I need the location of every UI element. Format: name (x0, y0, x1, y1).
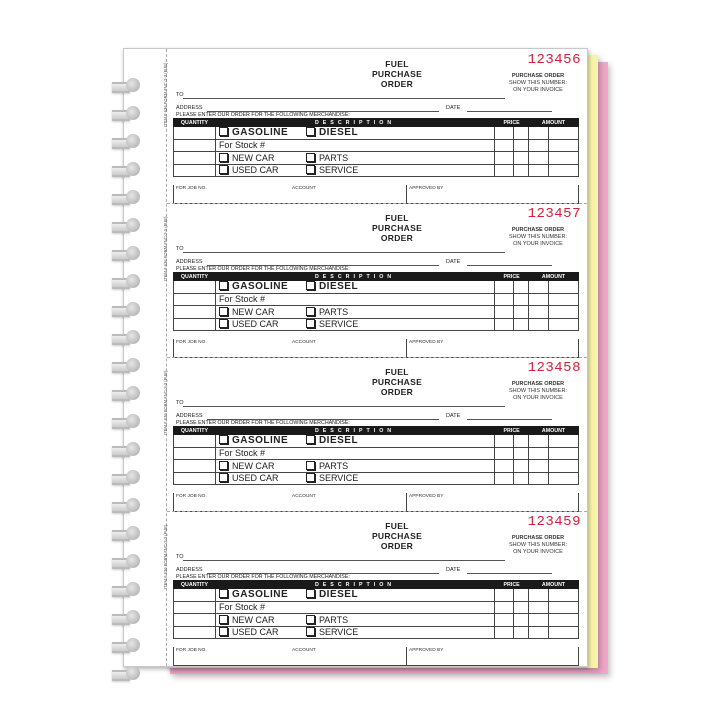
amount-cell[interactable] (529, 601, 549, 614)
spiral-coil-icon (112, 413, 142, 431)
quantity-cell[interactable] (174, 626, 216, 639)
amount-cell[interactable] (529, 293, 549, 306)
category-cell (215, 164, 494, 177)
checkbox-icon (306, 435, 315, 444)
job-number-field[interactable]: FOR JOB NO. (176, 494, 207, 499)
order-table (173, 272, 579, 331)
po-hint: PURCHASE ORDER SHOW THIS NUMBER: ON YOUR INVOICE (509, 535, 567, 555)
spiral-coil-icon (112, 497, 142, 515)
amount-cell[interactable] (529, 127, 549, 140)
amount-cell[interactable] (529, 281, 549, 294)
spiral-coil-icon (112, 525, 142, 543)
col-quantity: QUANTITY (174, 119, 216, 127)
checkbox-icon (219, 319, 228, 328)
spiral-coil-icon (112, 665, 142, 683)
amount-cell[interactable] (529, 139, 549, 152)
quantity-cell[interactable] (174, 614, 216, 627)
fuel-type-cell (215, 435, 494, 448)
amount-cell[interactable] (529, 164, 549, 177)
col-quantity: QUANTITY (174, 427, 216, 435)
price-cents-cell[interactable] (514, 472, 529, 485)
stock-number-cell[interactable]: For Stock # (215, 601, 494, 614)
price-cents-cell[interactable] (514, 152, 529, 165)
price-cell[interactable] (495, 164, 514, 177)
new-car-checkbox[interactable]: NEW CAR (219, 615, 275, 625)
diesel-checkbox[interactable]: DIESEL (306, 281, 358, 292)
gasoline-checkbox[interactable]: GASOLINE (219, 127, 288, 138)
to-label: TO (176, 554, 184, 560)
price-cents-cell[interactable] (514, 293, 529, 306)
tear-perforation[interactable] (167, 511, 587, 512)
price-cell[interactable] (495, 460, 514, 473)
service-checkbox[interactable]: SERVICE (306, 627, 358, 637)
order-book-page (123, 48, 588, 667)
category-cell (215, 626, 494, 639)
approved-by-field[interactable]: APPROVED BY (409, 340, 444, 345)
price-cell[interactable] (495, 447, 514, 460)
price-cell[interactable] (495, 152, 514, 165)
parts-checkbox[interactable]: PARTS (306, 153, 348, 163)
instructions: PLEASE ENTER OUR ORDER FOR THE FOLLOWING MERCHANDISE: (176, 574, 350, 580)
checkbox-icon (219, 473, 228, 482)
table-row (174, 447, 579, 460)
form-title: FUEL PURCHASE ORDER (371, 521, 423, 551)
footer-fields (173, 647, 579, 666)
checkbox-icon (306, 627, 315, 636)
date-field[interactable] (467, 111, 552, 112)
address-label: ADDRESS (176, 259, 203, 265)
col-amount: AMOUNT (529, 581, 579, 589)
col-amount: AMOUNT (529, 119, 579, 127)
divider (406, 185, 407, 203)
form-code: ITEM # 636 FORM #NC-2-3 (FUE) (163, 524, 168, 589)
new-car-checkbox[interactable]: NEW CAR (219, 461, 275, 471)
amount-cell[interactable] (529, 152, 549, 165)
price-cell[interactable] (495, 318, 514, 331)
form-code: ITEM # 636 FORM #NC-2-3 (FUE) (163, 216, 168, 281)
date-field[interactable] (467, 265, 552, 266)
parts-checkbox[interactable]: PARTS (306, 461, 348, 471)
quantity-cell[interactable] (174, 460, 216, 473)
to-label: TO (176, 400, 184, 406)
amount-cell[interactable] (529, 472, 549, 485)
tear-perforation[interactable] (167, 203, 587, 204)
purchase-order-form (163, 357, 587, 511)
used-car-checkbox[interactable]: USED CAR (219, 627, 279, 637)
amount-cents-cell[interactable] (549, 127, 579, 140)
category-cell (215, 152, 494, 165)
approved-by-field[interactable]: APPROVED BY (409, 494, 444, 499)
to-field[interactable] (183, 98, 505, 99)
amount-cents-cell[interactable] (549, 293, 579, 306)
col-price: PRICE (495, 273, 529, 281)
spiral-coil-icon (112, 637, 142, 655)
checkbox-icon (306, 281, 315, 290)
quantity-cell[interactable] (174, 152, 216, 165)
order-table (173, 426, 579, 485)
gasoline-checkbox[interactable]: GASOLINE (219, 435, 288, 446)
amount-cents-cell[interactable] (549, 281, 579, 294)
parts-checkbox[interactable]: PARTS (306, 307, 348, 317)
amount-cents-cell[interactable] (549, 306, 579, 319)
table-row (174, 164, 579, 177)
amount-cents-cell[interactable] (549, 152, 579, 165)
order-table (173, 580, 579, 639)
used-car-checkbox[interactable]: USED CAR (219, 319, 279, 329)
account-field[interactable]: ACCOUNT (292, 648, 316, 653)
gasoline-checkbox[interactable]: GASOLINE (219, 589, 288, 600)
table-row (174, 306, 579, 319)
amount-cell[interactable] (529, 626, 549, 639)
quantity-cell[interactable] (174, 127, 216, 140)
table-row (174, 139, 579, 152)
job-number-field[interactable]: FOR JOB NO. (176, 340, 207, 345)
new-car-checkbox[interactable]: NEW CAR (219, 153, 275, 163)
instructions: PLEASE ENTER OUR ORDER FOR THE FOLLOWING MERCHANDISE: (176, 112, 350, 118)
checkbox-icon (219, 615, 228, 624)
price-cents-cell[interactable] (514, 435, 529, 448)
col-quantity: QUANTITY (174, 273, 216, 281)
table-row (174, 152, 579, 165)
table-row (174, 460, 579, 473)
checkbox-icon (219, 127, 228, 136)
date-label: DATE (446, 567, 461, 573)
col-quantity: QUANTITY (174, 581, 216, 589)
amount-cents-cell[interactable] (549, 447, 579, 460)
form-title: FUEL PURCHASE ORDER (371, 59, 423, 89)
spiral-coil-icon (112, 581, 142, 599)
used-car-checkbox[interactable]: USED CAR (219, 165, 279, 175)
price-cell[interactable] (495, 127, 514, 140)
spiral-coil-icon (112, 609, 142, 627)
price-cents-cell[interactable] (514, 589, 529, 602)
job-number-field[interactable]: FOR JOB NO. (176, 186, 207, 191)
spiral-coil-icon (112, 77, 142, 95)
price-cell[interactable] (495, 601, 514, 614)
job-number-field[interactable]: FOR JOB NO. (176, 648, 207, 653)
price-cell[interactable] (495, 472, 514, 485)
col-description: DESCRIPTION (215, 427, 494, 435)
stock-number-cell[interactable]: For Stock # (215, 293, 494, 306)
quantity-cell[interactable] (174, 472, 216, 485)
price-cell[interactable] (495, 614, 514, 627)
table-row (174, 318, 579, 331)
amount-cents-cell[interactable] (549, 614, 579, 627)
amount-cents-cell[interactable] (549, 164, 579, 177)
col-description: DESCRIPTION (215, 581, 494, 589)
approved-by-field[interactable]: APPROVED BY (409, 186, 444, 191)
price-cell[interactable] (495, 293, 514, 306)
form-code: ITEM # 636 FORM #NC-2-3 (FUE) (163, 62, 168, 127)
parts-checkbox[interactable]: PARTS (306, 615, 348, 625)
fuel-type-cell (215, 589, 494, 602)
po-number: 123457 (527, 206, 581, 222)
account-field[interactable]: ACCOUNT (292, 340, 316, 345)
to-field[interactable] (183, 406, 505, 407)
stock-number-cell[interactable]: For Stock # (215, 447, 494, 460)
amount-cents-cell[interactable] (549, 626, 579, 639)
new-car-checkbox[interactable]: NEW CAR (219, 307, 275, 317)
service-checkbox[interactable]: SERVICE (306, 165, 358, 175)
table-row (174, 127, 579, 140)
to-label: TO (176, 92, 184, 98)
category-cell (215, 318, 494, 331)
po-number: 123458 (527, 360, 581, 376)
quantity-cell[interactable] (174, 447, 216, 460)
category-cell (215, 460, 494, 473)
spiral-coil-icon (112, 245, 142, 263)
amount-cell[interactable] (529, 306, 549, 319)
table-row (174, 614, 579, 627)
checkbox-icon (219, 435, 228, 444)
date-field[interactable] (467, 419, 552, 420)
table-row (174, 293, 579, 306)
price-cell[interactable] (495, 139, 514, 152)
diesel-checkbox[interactable]: DIESEL (306, 127, 358, 138)
service-checkbox[interactable]: SERVICE (306, 473, 358, 483)
amount-cents-cell[interactable] (549, 435, 579, 448)
price-cell[interactable] (495, 306, 514, 319)
checkbox-icon (306, 127, 315, 136)
col-amount: AMOUNT (529, 427, 579, 435)
form-title: FUEL PURCHASE ORDER (371, 367, 423, 397)
amount-cents-cell[interactable] (549, 589, 579, 602)
approved-by-field[interactable]: APPROVED BY (409, 648, 444, 653)
to-label: TO (176, 246, 184, 252)
po-hint: PURCHASE ORDER SHOW THIS NUMBER: ON YOUR INVOICE (509, 73, 567, 93)
date-label: DATE (446, 413, 461, 419)
checkbox-icon (219, 165, 228, 174)
quantity-cell[interactable] (174, 281, 216, 294)
instructions: PLEASE ENTER OUR ORDER FOR THE FOLLOWING MERCHANDISE: (176, 420, 350, 426)
amount-cell[interactable] (529, 318, 549, 331)
price-cents-cell[interactable] (514, 601, 529, 614)
stock-number-cell[interactable]: For Stock # (215, 139, 494, 152)
col-price: PRICE (495, 427, 529, 435)
quantity-cell[interactable] (174, 306, 216, 319)
spiral-coil-icon (112, 161, 142, 179)
col-price: PRICE (495, 119, 529, 127)
col-price: PRICE (495, 581, 529, 589)
purchase-order-form (163, 49, 587, 203)
date-label: DATE (446, 259, 461, 265)
price-cents-cell[interactable] (514, 139, 529, 152)
amount-cell[interactable] (529, 614, 549, 627)
checkbox-icon (219, 153, 228, 162)
price-cents-cell[interactable] (514, 318, 529, 331)
checkbox-icon (219, 627, 228, 636)
spiral-coil-icon (112, 189, 142, 207)
footer-fields (173, 185, 579, 204)
checkbox-icon (219, 589, 228, 598)
quantity-cell[interactable] (174, 589, 216, 602)
spiral-coil-icon (112, 553, 142, 571)
checkbox-icon (306, 165, 315, 174)
table-row (174, 472, 579, 485)
col-amount: AMOUNT (529, 273, 579, 281)
spiral-coil-icon (112, 105, 142, 123)
footer-fields (173, 339, 579, 358)
date-label: DATE (446, 105, 461, 111)
spiral-coil-icon (112, 217, 142, 235)
spiral-coil-icon (112, 329, 142, 347)
amount-cell[interactable] (529, 460, 549, 473)
purchase-order-form (163, 203, 587, 357)
date-field[interactable] (467, 573, 552, 574)
checkbox-icon (219, 307, 228, 316)
checkbox-icon (306, 589, 315, 598)
checkbox-icon (306, 307, 315, 316)
amount-cents-cell[interactable] (549, 601, 579, 614)
table-row (174, 626, 579, 639)
price-cents-cell[interactable] (514, 626, 529, 639)
address-label: ADDRESS (176, 413, 203, 419)
checkbox-icon (306, 461, 315, 470)
quantity-cell[interactable] (174, 318, 216, 331)
quantity-cell[interactable] (174, 164, 216, 177)
instructions: PLEASE ENTER OUR ORDER FOR THE FOLLOWING MERCHANDISE: (176, 266, 350, 272)
price-cents-cell[interactable] (514, 127, 529, 140)
amount-cell[interactable] (529, 435, 549, 448)
service-checkbox[interactable]: SERVICE (306, 319, 358, 329)
fuel-type-cell (215, 127, 494, 140)
price-cents-cell[interactable] (514, 306, 529, 319)
po-hint: PURCHASE ORDER SHOW THIS NUMBER: ON YOUR INVOICE (509, 227, 567, 247)
price-cents-cell[interactable] (514, 460, 529, 473)
fuel-type-cell (215, 281, 494, 294)
divider (406, 339, 407, 357)
diesel-checkbox[interactable]: DIESEL (306, 589, 358, 600)
amount-cell[interactable] (529, 447, 549, 460)
checkbox-icon (306, 473, 315, 482)
col-description: DESCRIPTION (215, 273, 494, 281)
spiral-coil-icon (112, 357, 142, 375)
used-car-checkbox[interactable]: USED CAR (219, 473, 279, 483)
checkbox-icon (306, 615, 315, 624)
table-row (174, 589, 579, 602)
purchase-order-form (163, 511, 587, 665)
amount-cents-cell[interactable] (549, 318, 579, 331)
spiral-coil-icon (112, 133, 142, 151)
col-description: DESCRIPTION (215, 119, 494, 127)
price-cell[interactable] (495, 435, 514, 448)
category-cell (215, 306, 494, 319)
footer-fields (173, 493, 579, 512)
checkbox-icon (306, 319, 315, 328)
spiral-coil-icon (112, 469, 142, 487)
price-cell[interactable] (495, 589, 514, 602)
tear-perforation[interactable] (167, 357, 587, 358)
form-title: FUEL PURCHASE ORDER (371, 213, 423, 243)
address-label: ADDRESS (176, 567, 203, 573)
po-hint: PURCHASE ORDER SHOW THIS NUMBER: ON YOUR INVOICE (509, 381, 567, 401)
quantity-cell[interactable] (174, 601, 216, 614)
address-label: ADDRESS (176, 105, 203, 111)
order-table (173, 118, 579, 177)
account-field[interactable]: ACCOUNT (292, 494, 316, 499)
amount-cents-cell[interactable] (549, 139, 579, 152)
price-cell[interactable] (495, 281, 514, 294)
spiral-coil-icon (112, 441, 142, 459)
category-cell (215, 472, 494, 485)
price-cents-cell[interactable] (514, 447, 529, 460)
quantity-cell[interactable] (174, 293, 216, 306)
checkbox-icon (219, 281, 228, 290)
category-cell (215, 614, 494, 627)
price-cents-cell[interactable] (514, 614, 529, 627)
po-number: 123459 (527, 514, 581, 530)
po-number: 123456 (527, 52, 581, 68)
table-row (174, 435, 579, 448)
amount-cents-cell[interactable] (549, 460, 579, 473)
to-field[interactable] (183, 560, 505, 561)
price-cents-cell[interactable] (514, 281, 529, 294)
account-field[interactable]: ACCOUNT (292, 186, 316, 191)
quantity-cell[interactable] (174, 435, 216, 448)
price-cell[interactable] (495, 626, 514, 639)
quantity-cell[interactable] (174, 139, 216, 152)
table-row (174, 281, 579, 294)
diesel-checkbox[interactable]: DIESEL (306, 435, 358, 446)
to-field[interactable] (183, 252, 505, 253)
price-cents-cell[interactable] (514, 164, 529, 177)
table-row (174, 601, 579, 614)
divider (406, 647, 407, 665)
gasoline-checkbox[interactable]: GASOLINE (219, 281, 288, 292)
spiral-coil-icon (112, 301, 142, 319)
form-code: ITEM # 636 FORM #NC-2-3 (FUE) (163, 370, 168, 435)
divider (406, 493, 407, 511)
checkbox-icon (306, 153, 315, 162)
checkbox-icon (219, 461, 228, 470)
spiral-coil-icon (112, 273, 142, 291)
amount-cents-cell[interactable] (549, 472, 579, 485)
amount-cell[interactable] (529, 589, 549, 602)
spiral-coil-icon (112, 385, 142, 403)
